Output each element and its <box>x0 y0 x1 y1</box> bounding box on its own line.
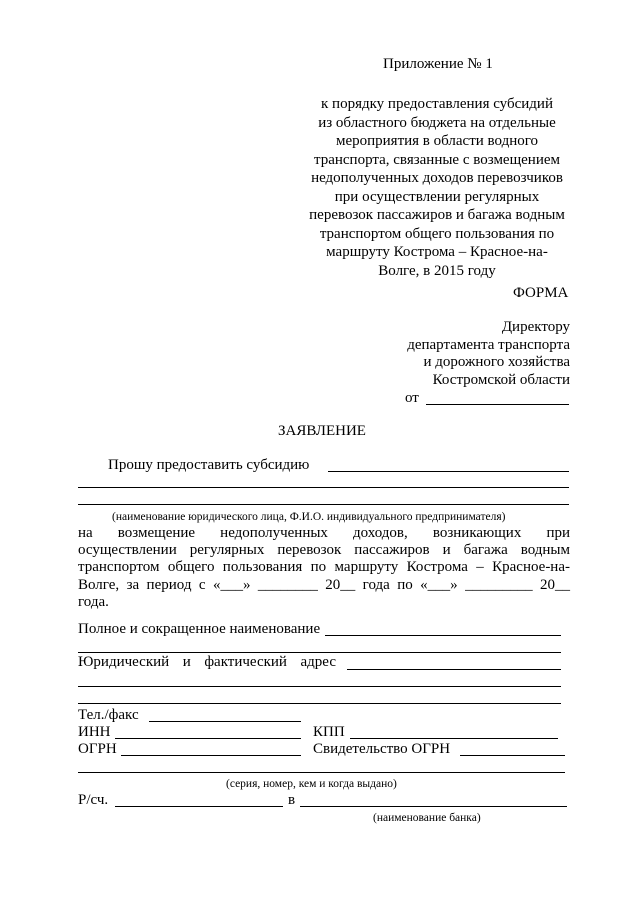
addressee-line: департамента транспорта <box>407 337 570 353</box>
page-title: ЗАЯВЛЕНИЕ <box>278 423 366 439</box>
phone-input-line[interactable] <box>149 721 301 722</box>
appendix-line: недополученных доходов перевозчиков <box>311 170 563 186</box>
bank-preposition: в <box>288 792 296 808</box>
appendix-line: перевозок пассажиров и багажа водным <box>309 207 565 223</box>
address-input-line-3[interactable] <box>78 703 561 704</box>
full-name-input-line-2[interactable] <box>78 652 561 653</box>
appendix-description <box>292 95 582 280</box>
from-label: от <box>405 390 419 406</box>
certificate-caption: (серия, номер, кем и когда выдано) <box>226 778 397 790</box>
ogrn-label: ОГРН <box>78 741 117 757</box>
appendix-line: транспорта, связанные с возмещением <box>313 151 561 168</box>
kpp-label: КПП <box>313 724 345 740</box>
account-label: Р/сч. <box>78 792 109 808</box>
phone-label: Тел./факс <box>78 707 139 723</box>
address-input-line[interactable] <box>347 669 561 670</box>
full-name-input-line[interactable] <box>325 635 561 636</box>
applicant-caption: (наименование юридического лица, Ф.И.О. индивидуального предпринимателя) <box>112 511 506 523</box>
ogrn-input-line[interactable] <box>121 755 301 756</box>
bank-input-line[interactable] <box>300 806 567 807</box>
appendix-line: Волге, в 2015 году <box>378 262 496 279</box>
address-input-line-2[interactable] <box>78 686 561 687</box>
request-lead: Прошу предоставить субсидию <box>108 457 310 473</box>
inn-input-line[interactable] <box>115 738 301 739</box>
request-body-line: осуществлении регулярных перевозок пассажиров и багажа водным <box>78 542 570 558</box>
address-label: Юридический и фактический адрес <box>78 654 336 670</box>
bank-caption: (наименование банка) <box>373 812 481 824</box>
appendix-line: из областного бюджета на отдельные <box>318 114 556 131</box>
inn-label: ИНН <box>78 724 111 740</box>
request-body-line: Волге, за период с «___» ________ 20__ года по «___» _________ 20__ <box>78 577 570 593</box>
addressee-line: Костромской области <box>432 372 570 388</box>
request-body-line: на возмещение недополученных доходов, возникающих при <box>78 525 570 541</box>
form-label: ФОРМА <box>513 285 569 301</box>
certificate-input-line[interactable] <box>460 755 565 756</box>
kpp-input-line[interactable] <box>350 738 558 739</box>
appendix-line: транспортом общего пользования по <box>319 225 555 242</box>
applicant-name-line[interactable] <box>328 471 569 472</box>
request-body-line: года. <box>78 594 109 610</box>
appendix-line: мероприятия в области водного <box>335 133 539 149</box>
addressee-line: и дорожного хозяйства <box>423 354 570 370</box>
request-body-line: транспортом общего пользования по маршруту Кострома – Красное-на- <box>78 559 570 575</box>
appendix-line: при осуществлении регулярных <box>334 188 540 205</box>
applicant-name-line-2[interactable] <box>78 487 569 488</box>
addressee-line: Директору <box>501 319 570 335</box>
full-name-label: Полное и сокращенное наименование <box>78 621 321 637</box>
from-input-line[interactable] <box>426 404 569 405</box>
appendix-title: Приложение № 1 <box>383 56 493 72</box>
appendix-line: маршруту Кострома – Красное-на- <box>326 244 548 260</box>
applicant-name-line-3[interactable] <box>78 504 569 505</box>
appendix-line: к порядку предоставления субсидий <box>321 96 553 112</box>
certificate-input-line-2[interactable] <box>78 772 565 773</box>
account-input-line[interactable] <box>115 806 283 807</box>
certificate-label: Свидетельство ОГРН <box>313 741 451 757</box>
